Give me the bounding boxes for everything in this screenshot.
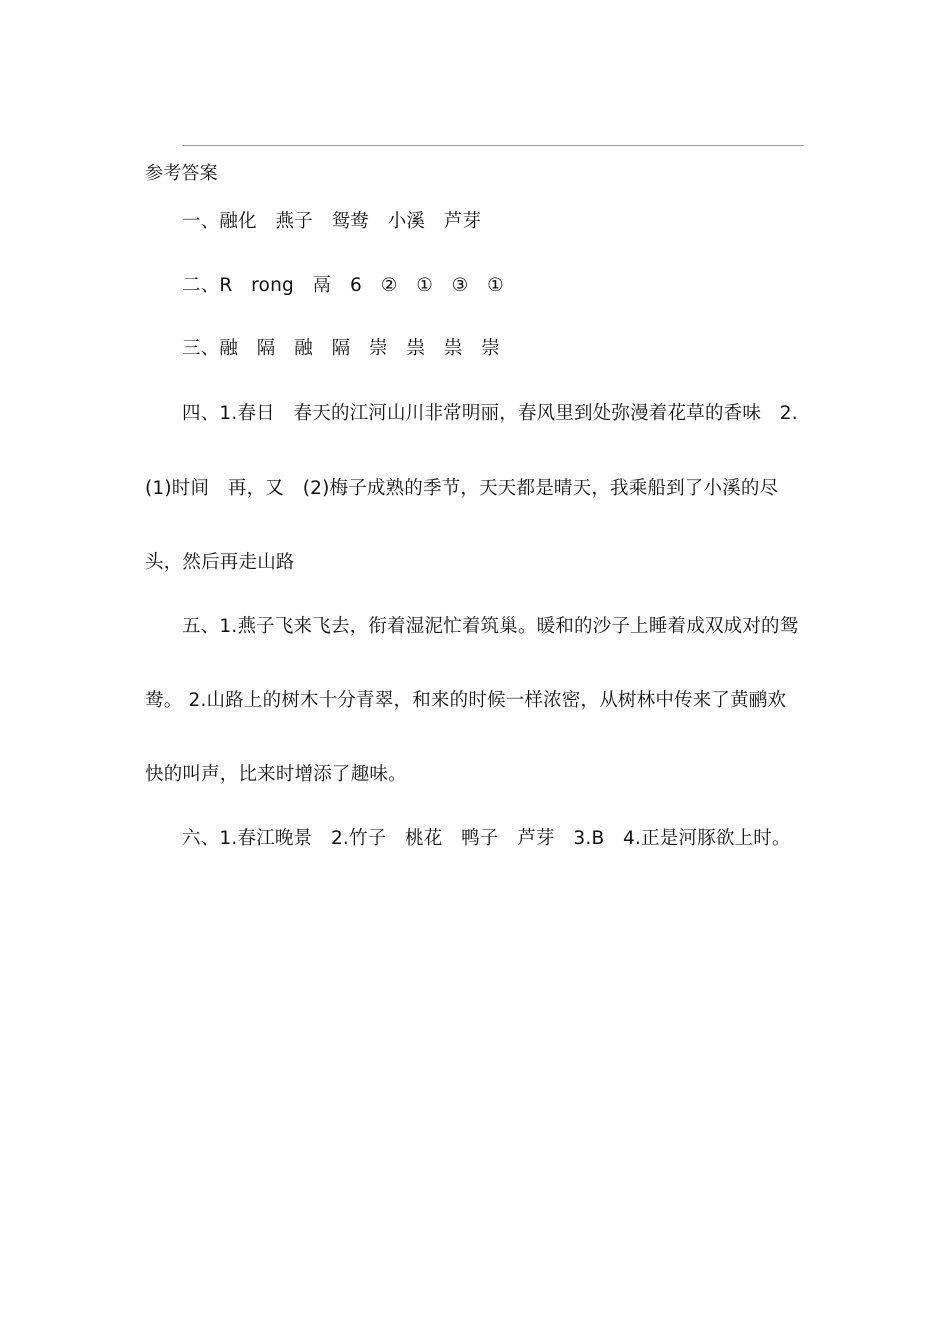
header-rule [182, 145, 804, 146]
page-title: 参考答案 [145, 163, 218, 184]
answer-line-4: 四、1.春日 春天的江河山川非常明丽，春风里到处弥漫着花草的香味 2. [182, 403, 798, 424]
answer-line-10: 六、1.春江晚景 2.竹子 桃花 鸭子 芦芽 3.B 4.正是河豚欲上时。 [182, 828, 791, 849]
answer-line-9: 快的叫声，比来时增添了趣味。 [145, 764, 407, 785]
answer-line-1: 一、融化 燕子 鸳鸯 小溪 芦芽 [182, 211, 482, 232]
answer-line-8: 鸯。 2.山路上的树木十分青翠，和来的时候一样浓密，从树林中传来了黄鹂欢 [145, 690, 787, 711]
answer-line-2: 二、R rong 鬲 6 ② ① ③ ① [182, 275, 504, 296]
answer-line-5: (1)时间 再，又 (2)梅子成熟的季节，天天都是晴天，我乘船到了小溪的尽 [145, 478, 779, 499]
answer-line-3: 三、融 隔 融 隔 崇 祟 祟 崇 [182, 338, 500, 359]
answer-line-7: 五、1.燕子飞来飞去，衔着湿泥忙着筑巢。暖和的沙子上睡着成双成对的鸳 [182, 616, 799, 637]
answer-line-6: 头，然后再走山路 [145, 552, 295, 573]
